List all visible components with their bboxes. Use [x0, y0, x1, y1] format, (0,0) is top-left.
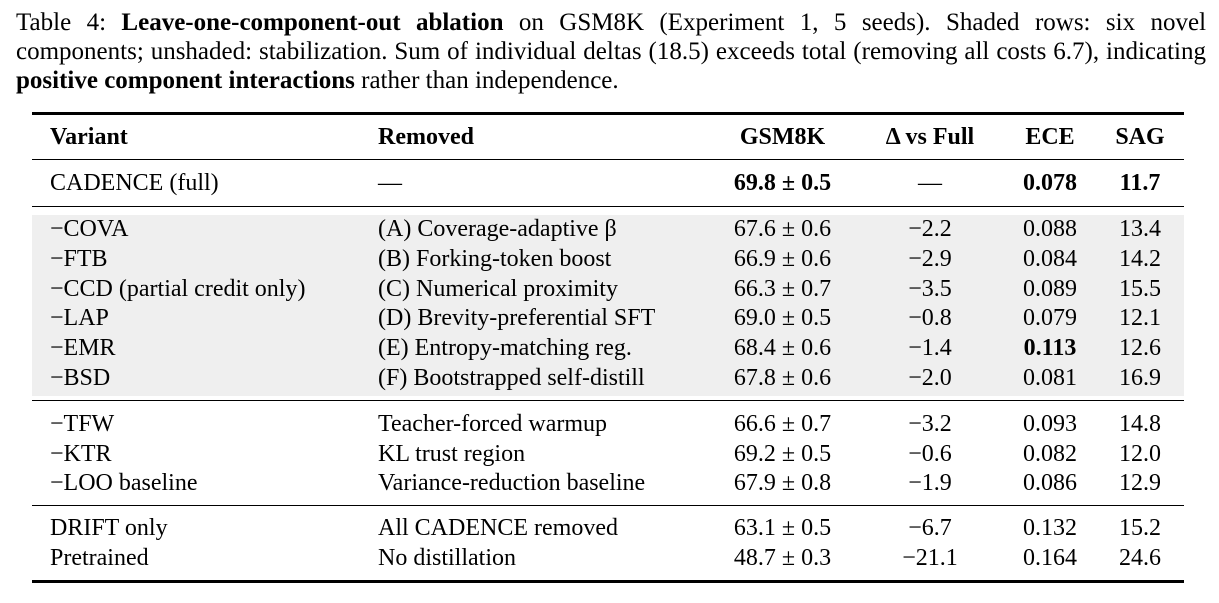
- cell-variant: −BSD: [50, 365, 111, 391]
- header-rule: [32, 159, 1184, 160]
- cell-delta: −6.7: [908, 515, 952, 541]
- cell-ece: 0.164: [1023, 545, 1077, 571]
- cell-sag: 11.7: [1119, 170, 1161, 196]
- cell-ece: 0.093: [1023, 411, 1077, 437]
- cell-delta: —: [918, 170, 942, 196]
- cell-ece: 0.082: [1023, 441, 1077, 467]
- cell-delta: −1.4: [908, 335, 952, 361]
- stabilization-rule: [32, 505, 1184, 506]
- cell-gsm8k: 66.3 ± 0.7: [733, 276, 832, 302]
- table-row: [0, 439, 1219, 469]
- cell-sag: 12.0: [1119, 441, 1161, 467]
- cell-variant: −CCD (partial credit only): [50, 276, 306, 302]
- cell-gsm8k: 69.0 ± 0.5: [733, 305, 832, 331]
- cell-variant: Pretrained: [50, 545, 149, 571]
- cell-variant: −LOO baseline: [50, 470, 198, 496]
- cell-removed: —: [378, 170, 402, 196]
- cell-gsm8k: 68.4 ± 0.6: [733, 335, 832, 361]
- cell-sag: 14.8: [1119, 411, 1161, 437]
- full-row-rule: [32, 206, 1184, 207]
- table-caption: [16, 8, 1206, 95]
- cell-gsm8k: 63.1 ± 0.5: [733, 515, 832, 541]
- table-row: [0, 543, 1219, 573]
- cell-delta: −1.9: [908, 470, 952, 496]
- table-row: [0, 513, 1219, 543]
- cell-sag: 12.1: [1119, 305, 1161, 331]
- cell-ece: 0.081: [1023, 365, 1077, 391]
- cell-variant: −LAP: [50, 305, 109, 331]
- cell-variant: DRIFT only: [50, 515, 168, 541]
- cell-removed: No distillation: [378, 545, 516, 571]
- table-top-rule: [32, 112, 1184, 115]
- cell-gsm8k: 67.9 ± 0.8: [733, 470, 832, 496]
- cell-removed: Variance-reduction baseline: [378, 470, 646, 496]
- header-removed: Removed: [378, 124, 474, 150]
- caption-label: Table 4:: [16, 9, 107, 36]
- table-bottom-rule: [32, 580, 1184, 583]
- cell-delta: −0.6: [908, 441, 952, 467]
- cell-ece: 0.132: [1023, 515, 1077, 541]
- caption-title: Leave-one-component-out ablation: [121, 9, 504, 36]
- cell-sag: 24.6: [1119, 545, 1161, 571]
- cell-delta: −3.2: [908, 411, 952, 437]
- novel-rule: [32, 400, 1184, 401]
- cell-ece: 0.086: [1023, 470, 1077, 496]
- cell-variant: −KTR: [50, 441, 112, 467]
- cell-removed: (E) Entropy-matching reg.: [378, 335, 632, 361]
- cell-ece: 0.084: [1023, 246, 1077, 272]
- cell-gsm8k: 67.8 ± 0.6: [733, 365, 832, 391]
- cell-ece: 0.113: [1023, 335, 1077, 361]
- cell-ece: 0.079: [1023, 305, 1077, 331]
- header-delta: Δ vs Full: [885, 124, 975, 150]
- header-gsm8k: GSM8K: [739, 124, 826, 150]
- cell-removed: (C) Numerical proximity: [378, 276, 618, 302]
- header-sag: SAG: [1115, 124, 1165, 150]
- cell-ece: 0.078: [1023, 170, 1077, 196]
- cell-sag: 12.9: [1119, 470, 1161, 496]
- cell-ece: 0.089: [1023, 276, 1077, 302]
- cell-gsm8k: 66.9 ± 0.6: [733, 246, 832, 272]
- cell-sag: 14.2: [1119, 246, 1161, 272]
- table-row: [0, 214, 1219, 244]
- cell-variant: CADENCE (full): [50, 170, 219, 196]
- table-header-row: [0, 122, 1219, 152]
- cell-gsm8k: 69.8 ± 0.5: [733, 170, 832, 196]
- caption-emphasis: positive component interactions: [16, 67, 355, 94]
- cell-variant: −FTB: [50, 246, 108, 272]
- table-row: [0, 363, 1219, 393]
- table-row: [0, 333, 1219, 363]
- cell-sag: 15.2: [1119, 515, 1161, 541]
- header-variant: Variant: [50, 124, 128, 150]
- cell-ece: 0.088: [1023, 216, 1077, 242]
- cell-delta: −2.0: [908, 365, 952, 391]
- cell-gsm8k: 66.6 ± 0.7: [733, 411, 832, 437]
- cell-gsm8k: 48.7 ± 0.3: [733, 545, 832, 571]
- cell-gsm8k: 69.2 ± 0.5: [733, 441, 832, 467]
- cell-removed: (D) Brevity-preferential SFT: [378, 305, 656, 331]
- table-row-full: [0, 168, 1219, 198]
- cell-delta: −21.1: [902, 545, 958, 571]
- cell-removed: All CADENCE removed: [378, 515, 618, 541]
- cell-variant: −COVA: [50, 216, 129, 242]
- cell-sag: 12.6: [1119, 335, 1161, 361]
- cell-variant: −TFW: [50, 411, 115, 437]
- table-row: [0, 244, 1219, 274]
- cell-removed: KL trust region: [378, 441, 526, 467]
- table-row: [0, 468, 1219, 498]
- cell-removed: (B) Forking-token boost: [378, 246, 612, 272]
- cell-delta: −2.9: [908, 246, 952, 272]
- header-ece: ECE: [1025, 124, 1075, 150]
- cell-removed: Teacher-forced warmup: [378, 411, 608, 437]
- table-row: [0, 409, 1219, 439]
- cell-sag: 15.5: [1119, 276, 1161, 302]
- table-row: [0, 274, 1219, 304]
- cell-delta: −3.5: [908, 276, 952, 302]
- cell-variant: −EMR: [50, 335, 116, 361]
- cell-removed: (A) Coverage-adaptive β: [378, 216, 617, 242]
- cell-sag: 13.4: [1119, 216, 1161, 242]
- cell-sag: 16.9: [1119, 365, 1161, 391]
- cell-removed: (F) Bootstrapped self-distill: [378, 365, 645, 391]
- table-row: [0, 303, 1219, 333]
- cell-delta: −2.2: [908, 216, 952, 242]
- cell-gsm8k: 67.6 ± 0.6: [733, 216, 832, 242]
- caption-text-1: on GSM8K (Experiment 1, 5 seeds). Shaded rows: six novel components; unshaded: stabilization. Sum of individual deltas (18.5) exceeds total (removing all costs 6.7), indicating: [16, 9, 1207, 65]
- caption-text-2: rather than independence.: [361, 67, 619, 94]
- cell-delta: −0.8: [908, 305, 952, 331]
